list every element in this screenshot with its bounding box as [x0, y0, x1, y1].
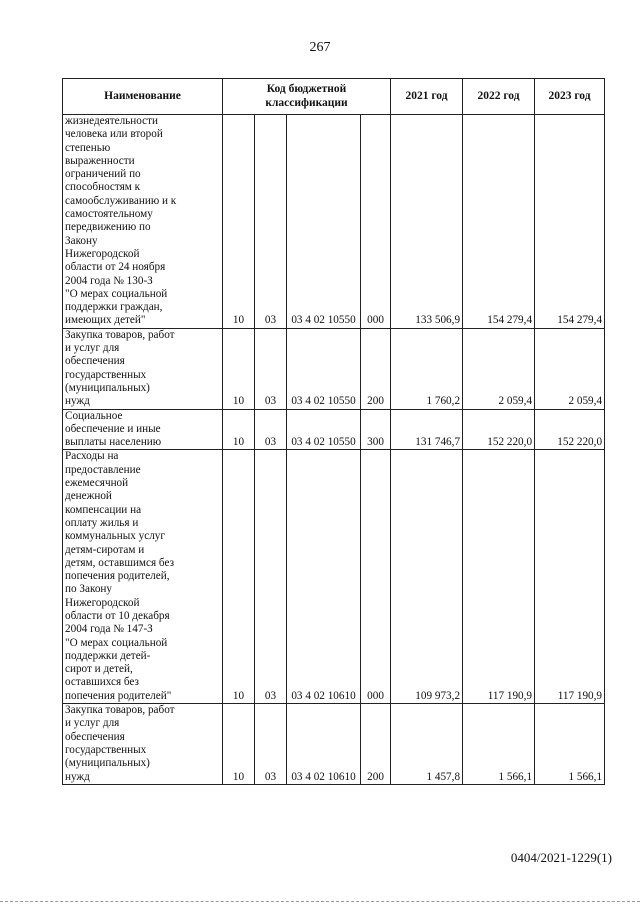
target-article-cell: 03 4 02 10610 [287, 704, 361, 785]
row-name-cell [63, 409, 223, 450]
row-name-line: предоставление [65, 463, 141, 476]
amount-2022-cell: 154 279,4 [463, 115, 535, 329]
row-name-line: области от 10 декабря [65, 609, 170, 622]
row-name-cell [63, 115, 223, 329]
row-name-line: обеспечение и иные [65, 422, 161, 435]
row-name-line: Нижегородской [65, 596, 140, 609]
row-name-line: оставшихся без [65, 676, 139, 689]
row-name-cell [63, 450, 223, 704]
expense-type-cell: 200 [361, 704, 391, 785]
section-code-cell: 10 [223, 115, 255, 329]
section-code-cell: 10 [223, 704, 255, 785]
subsection-code-cell: 03 [255, 328, 287, 409]
target-article-cell: 03 4 02 10550 [287, 328, 361, 409]
amount-2022-cell: 2 059,4 [463, 328, 535, 409]
row-name-line: детям, оставшимся без [65, 556, 174, 569]
row-name-line: имеющих детей" [65, 314, 146, 327]
table-body [63, 115, 605, 785]
row-name-line: государственных [65, 743, 147, 756]
row-name-cell [63, 704, 223, 785]
row-name-line: Социальное [65, 409, 123, 422]
header-2021: 2021 год [391, 79, 463, 115]
row-name-line: и услуг для [65, 717, 120, 730]
row-name-line: сирот и детей, [65, 663, 133, 676]
header-2022: 2022 год [463, 79, 535, 115]
amount-2022-cell: 1 566,1 [463, 704, 535, 785]
row-name-line: (муниципальных) [65, 757, 150, 770]
header-code: Код бюджетной классификации [223, 79, 391, 115]
row-name-line: выплаты населению [65, 436, 162, 449]
section-code-cell: 10 [223, 450, 255, 704]
target-article-cell: 03 4 02 10610 [287, 450, 361, 704]
row-name-line: попечения родителей, [65, 570, 170, 583]
row-name-line: ежемесячной [65, 477, 129, 490]
subsection-code-cell: 03 [255, 409, 287, 450]
subsection-code-cell: 03 [255, 704, 287, 785]
row-name-line: нужд [65, 395, 90, 408]
table-row [63, 704, 605, 785]
amount-2023-cell: 154 279,4 [535, 115, 605, 329]
row-name-line: Закону [65, 234, 98, 247]
row-name-line: Закупка товаров, работ [65, 328, 175, 341]
amount-2023-cell: 2 059,4 [535, 328, 605, 409]
expense-type-cell: 000 [361, 115, 391, 329]
header-name: Наименование [63, 79, 223, 115]
budget-table [62, 78, 605, 785]
amount-2022-cell: 117 190,9 [463, 450, 535, 704]
table-row [63, 409, 605, 450]
page-number: 267 [309, 40, 331, 55]
expense-type-cell: 200 [361, 328, 391, 409]
row-name-line: коммунальных услуг [65, 530, 165, 543]
amount-2023-cell: 1 566,1 [535, 704, 605, 785]
row-name-line: "О мерах социальной [65, 287, 168, 300]
row-name-line: (муниципальных) [65, 381, 150, 394]
table-row [63, 115, 605, 329]
expense-type-cell: 300 [361, 409, 391, 450]
row-name-line: способностям к [65, 181, 141, 194]
amount-2022-cell: 152 220,0 [463, 409, 535, 450]
row-name-line: и услуг для [65, 342, 120, 355]
amount-2021-cell: 109 973,2 [391, 450, 463, 704]
row-name-line: 2004 года № 130-З [65, 274, 153, 287]
row-name-line: поддержки детей- [65, 649, 151, 662]
table-row [63, 450, 605, 704]
target-article-cell: 03 4 02 10550 [287, 115, 361, 329]
row-name-line: обеспечения [65, 730, 125, 743]
row-name-line: области от 24 ноября [65, 261, 166, 274]
row-name-line: 2004 года № 147-З [65, 623, 153, 636]
section-code-cell: 10 [223, 409, 255, 450]
amount-2021-cell: 1 760,2 [391, 328, 463, 409]
row-name-line: детям-сиротам и [65, 543, 145, 556]
row-name-line: обеспечения [65, 355, 125, 368]
amount-2023-cell: 117 190,9 [535, 450, 605, 704]
row-name-line: по Закону [65, 583, 112, 596]
row-name-line: "О мерах социальной [65, 636, 168, 649]
row-name-line: выраженности [65, 154, 135, 167]
subsection-code-cell: 03 [255, 115, 287, 329]
row-name-line: степенью [65, 141, 111, 154]
amount-2021-cell: 1 457,8 [391, 704, 463, 785]
subsection-code-cell: 03 [255, 450, 287, 704]
row-name-cell [63, 328, 223, 409]
row-name-line: государственных [65, 368, 147, 381]
amount-2021-cell: 133 506,9 [391, 115, 463, 329]
bottom-divider [0, 901, 640, 902]
section-code-cell: 10 [223, 328, 255, 409]
target-article-cell: 03 4 02 10550 [287, 409, 361, 450]
header-2023: 2023 год [535, 79, 605, 115]
row-name-line: ограничений по [65, 168, 141, 181]
row-name-line: самообслуживанию и к [65, 194, 177, 207]
row-name-line: попечения родителей" [65, 689, 172, 702]
header-row [63, 79, 605, 115]
row-name-line: поддержки граждан, [65, 301, 163, 314]
amount-2021-cell: 131 746,7 [391, 409, 463, 450]
row-name-line: жизнедеятельности [65, 115, 158, 127]
row-name-line: компенсации на [65, 503, 142, 516]
row-name-line: человека или второй [65, 128, 163, 141]
row-name-line: нужд [65, 770, 90, 783]
row-name-line: самостоятельному [65, 208, 153, 221]
row-name-line: оплату жилья и [65, 516, 139, 529]
amount-2023-cell: 152 220,0 [535, 409, 605, 450]
expense-type-cell: 000 [361, 450, 391, 704]
row-name-line: Нижегородской [65, 247, 140, 260]
row-name-line: передвижению по [65, 221, 151, 234]
row-name-line: Закупка товаров, работ [65, 704, 175, 717]
document-code: 0404/2021-1229(1) [510, 850, 612, 865]
table-row [63, 328, 605, 409]
row-name-line: денежной [65, 490, 112, 503]
row-name-line: Расходы на [65, 450, 119, 463]
